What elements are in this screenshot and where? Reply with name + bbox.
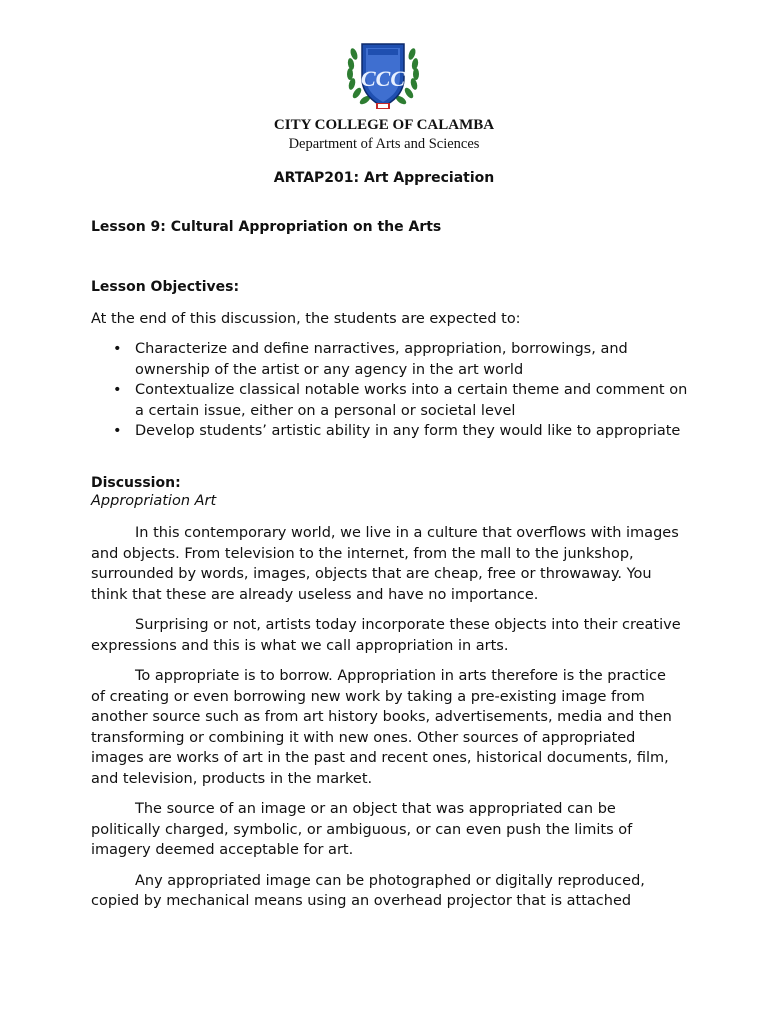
college-name: CITY COLLEGE OF CALAMBA <box>273 117 495 133</box>
monogram-ccc: CCC <box>360 66 406 91</box>
department-name: Department of Arts and Sciences <box>288 136 480 152</box>
objective-item: • Contextualize classical notable works into a certain theme and comment on a certain issue, either on a personal or societal level <box>91 380 691 421</box>
paragraph: To appropriate is to borrow. Appropriation in arts therefore is the practice of creating or even borrowing new work by taking a pre-existing image from another source such as from art history books, advertisements, media and then transforming or combining it with new ones. Other sources of appropriated images are works of art in the past and recent ones, historical documents, film, and television, products in the market. <box>91 668 672 787</box>
discussion-heading: Discussion: <box>91 475 181 491</box>
college-seal-logo <box>340 40 426 112</box>
objective-item: • Develop students’ artistic ability in any form they would like to appropriate <box>91 421 691 442</box>
objective-item: • Characterize and define narractives, appropriation, borrowings, and ownership of the artist or any agency in the art world <box>91 339 691 380</box>
objectives-list <box>91 339 691 442</box>
course-title: ARTAP201: Art Appreciation <box>273 170 495 186</box>
lesson-title: Lesson 9: Cultural Appropriation on the Arts <box>91 219 442 235</box>
discussion-subheading: Appropriation Art <box>91 493 217 509</box>
objectives-intro: At the end of this discussion, the students are expected to: <box>91 311 521 327</box>
paragraph: Surprising or not, artists today incorporate these objects into their creative expressions and this is what we call appropriation in arts. <box>91 617 681 654</box>
paragraph: The source of an image or an object that was appropriated can be politically charged, symbolic, or ambiguous, or can even push the limits of imagery deemed acceptable for art. <box>91 801 633 858</box>
objectives-heading: Lesson Objectives: <box>91 279 240 295</box>
discussion-body <box>91 523 681 922</box>
paragraph: Any appropriated image can be photographed or digitally reproduced, copied by mechanical means using an overhead projector that is attached <box>91 872 645 909</box>
paragraph: In this contemporary world, we live in a culture that overflows with images and objects. From television to the internet, from the mall to the junkshop, surrounded by words, images, objects that are cheap, free or throwaway. You think that these are already useless and have no importance. <box>91 525 679 603</box>
